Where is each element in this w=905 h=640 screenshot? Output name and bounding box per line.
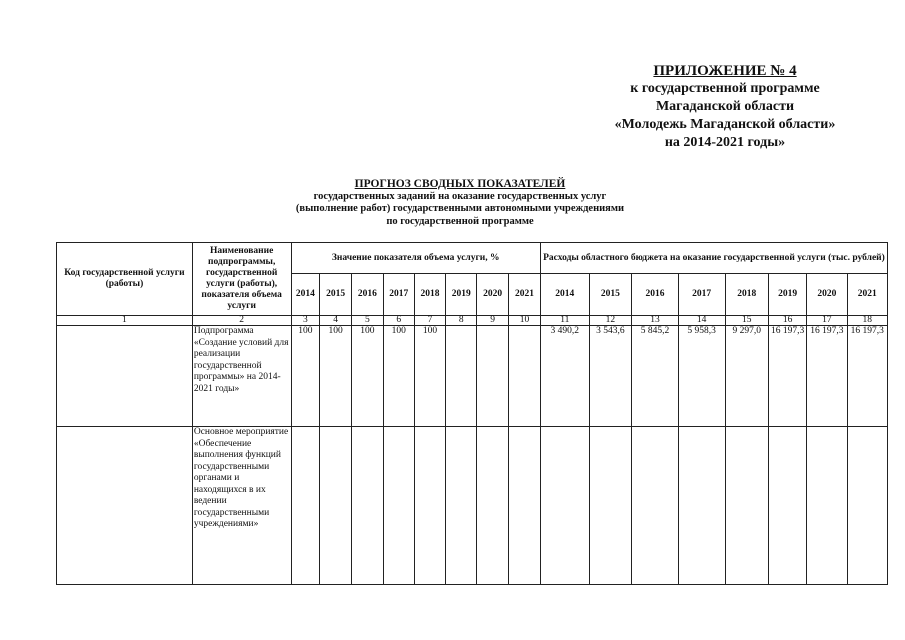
header-volume-year: 2021 (509, 274, 541, 316)
row-volume-value: 100 (291, 326, 320, 427)
row-volume-value (509, 326, 541, 427)
column-number: 10 (509, 316, 541, 326)
document-title (240, 178, 680, 228)
row-volume-value: 100 (351, 326, 383, 427)
row-volume-value (320, 427, 352, 585)
column-number: 11 (540, 316, 589, 326)
header-volume-year: 2017 (383, 274, 414, 316)
row-expense-value: 9 297,0 (725, 326, 769, 427)
row-expense-value (769, 427, 807, 585)
row-expense-value: 16 197,3 (847, 326, 887, 427)
appendix-header (560, 62, 890, 152)
header-volume-year: 2015 (320, 274, 352, 316)
row-name: Подпрограмма «Создание условий для реализации государственной программы» на 2014-2021 годы» (192, 326, 291, 427)
row-volume-value (351, 427, 383, 585)
column-number: 9 (477, 316, 509, 326)
title-main: ПРОГНОЗ СВОДНЫХ ПОКАЗАТЕЛЕЙ (354, 178, 566, 190)
column-number: 8 (446, 316, 477, 326)
row-volume-value: 100 (320, 326, 352, 427)
appendix-line-4: на 2014-2021 годы» (664, 135, 786, 150)
header-row (57, 243, 888, 274)
header-expense-year: 2015 (589, 274, 631, 316)
row-expense-value (725, 427, 769, 585)
header-expense-year: 2019 (769, 274, 807, 316)
header-expense-year: 2017 (678, 274, 725, 316)
indicators-table (56, 242, 888, 585)
column-number: 17 (807, 316, 847, 326)
row-volume-value (383, 427, 414, 585)
row-expense-value: 16 197,3 (769, 326, 807, 427)
header-expense-year: 2018 (725, 274, 769, 316)
row-expense-value: 16 197,3 (807, 326, 847, 427)
appendix-line-1: к государственной программе (630, 81, 820, 96)
column-number: 7 (414, 316, 446, 326)
row-expense-value (847, 427, 887, 585)
header-code: Код государственной услуги (работы) (57, 243, 193, 316)
title-line-1: государственных заданий на оказание государственных услуг (313, 190, 607, 202)
title-line-3: по государственной программе (386, 215, 534, 227)
column-number: 13 (632, 316, 679, 326)
header-expense-year: 2014 (540, 274, 589, 316)
appendix-number: ПРИЛОЖЕНИЕ № 4 (653, 63, 797, 79)
header-expense-year: 2020 (807, 274, 847, 316)
column-number: 14 (678, 316, 725, 326)
row-volume-value (446, 326, 477, 427)
header-volume-year: 2019 (446, 274, 477, 316)
row-volume-value (414, 427, 446, 585)
row-volume-value (291, 427, 320, 585)
header-volume-group: Значение показателя объема услуги, % (291, 243, 540, 274)
row-name: Основное мероприятие «Обеспечение выполнения функций государственными органами и находящихся в их ведении государственными учреждениями» (192, 427, 291, 585)
row-volume-value (477, 326, 509, 427)
header-expense-year: 2016 (632, 274, 679, 316)
row-code (57, 326, 193, 427)
header-expense-group: Расходы областного бюджета на оказание государственной услуги (тыс. рублей) (540, 243, 887, 274)
header-name: Наименование подпрограммы, государственной услуги (работы), показателя объема услуги (192, 243, 291, 316)
row-expense-value (807, 427, 847, 585)
row-expense-value (540, 427, 589, 585)
column-number: 1 (57, 316, 193, 326)
row-volume-value: 100 (383, 326, 414, 427)
column-number: 3 (291, 316, 320, 326)
column-number: 15 (725, 316, 769, 326)
appendix-line-3: «Молодежь Магаданской области» (614, 117, 836, 132)
header-volume-year: 2016 (351, 274, 383, 316)
column-number: 16 (769, 316, 807, 326)
column-number: 12 (589, 316, 631, 326)
table-row (57, 427, 888, 585)
column-number: 4 (320, 316, 352, 326)
title-line-2: (выполнение работ) государственными автономными учреждениями (295, 203, 625, 214)
row-expense-value: 3 490,2 (540, 326, 589, 427)
header-expense-year: 2021 (847, 274, 887, 316)
row-volume-value (477, 427, 509, 585)
row-volume-value (446, 427, 477, 585)
column-number: 6 (383, 316, 414, 326)
header-volume-year: 2018 (414, 274, 446, 316)
row-volume-value: 100 (414, 326, 446, 427)
row-code (57, 427, 193, 585)
header-volume-year: 2020 (477, 274, 509, 316)
column-number: 5 (351, 316, 383, 326)
appendix-line-2: Магаданской области (655, 99, 795, 114)
row-expense-value: 3 543,6 (589, 326, 631, 427)
column-number: 2 (192, 316, 291, 326)
column-numbers-row (57, 316, 888, 326)
row-expense-value (632, 427, 679, 585)
row-expense-value (678, 427, 725, 585)
table-row (57, 326, 888, 427)
row-volume-value (509, 427, 541, 585)
header-volume-year: 2014 (291, 274, 320, 316)
row-expense-value: 5 845,2 (632, 326, 679, 427)
column-number: 18 (847, 316, 887, 326)
row-expense-value (589, 427, 631, 585)
row-expense-value: 5 958,3 (678, 326, 725, 427)
